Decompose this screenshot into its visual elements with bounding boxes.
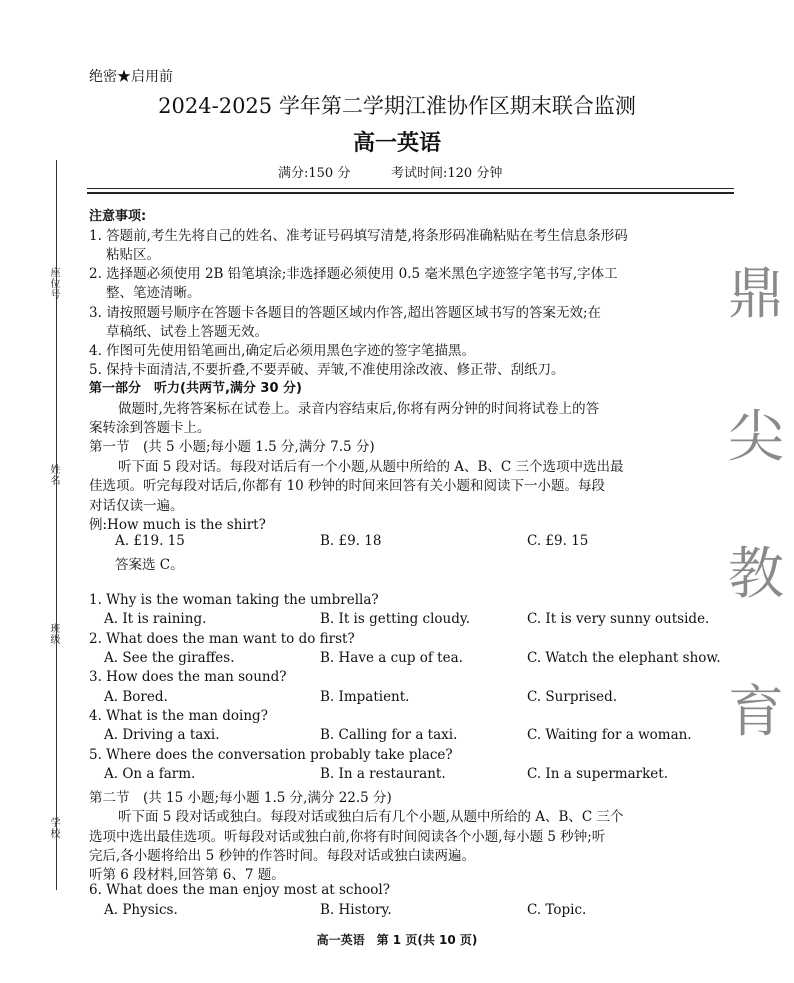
example-option-c: C. £9. 15 (527, 533, 589, 549)
section1-title: 第一节 (共 5 小题;每小题 1.5 分,满分 7.5 分) (89, 439, 375, 455)
watermark-char-3: 教 (728, 542, 784, 607)
part1-title: 第一部分 听力(共两节,满分 30 分) (89, 381, 302, 396)
question-1: 1. Why is the woman taking the umbrella? (89, 592, 379, 608)
example-option-b: B. £9. 18 (320, 533, 382, 549)
name-label: 姓名 (50, 465, 61, 487)
question-2: 2. What does the man want to do first? (89, 631, 355, 647)
watermark-char-1: 鼎 (728, 262, 784, 327)
question-1-option-c: C. It is very sunny outside. (527, 611, 710, 627)
question-6: 6. What does the man enjoy most at school? (89, 882, 390, 898)
section1-desc: 对话仅读一遍。 (89, 498, 184, 514)
question-4: 4. What is the man doing? (89, 708, 268, 724)
note-line: 草稿纸、试卷上答题无效。 (106, 324, 268, 340)
part1-intro: 做题时,先将答案标在试卷上。录音内容结束后,你将有两分钟的时间将试卷上的答 (118, 401, 600, 417)
note-line: 5. 保持卡面清洁,不要折叠,不要弄破、弄皱,不准使用涂改液、修正带、刮纸刀。 (89, 362, 565, 378)
question-5-option-b: B. In a restaurant. (320, 766, 446, 782)
subject-title: 高一英语 (352, 131, 441, 156)
example-answer: 答案选 C。 (115, 557, 184, 573)
section1-desc: 佳选项。听完每段对话后,你都有 10 秒钟的时间来回答有关小题和阅读下一小题。每段 (89, 478, 606, 494)
exam-title: 2024-2025 学年第二学期江淮协作区期末联合监测 (158, 94, 636, 118)
question-1-option-b: B. It is getting cloudy. (320, 611, 470, 627)
section2-title: 第二节 (共 15 小题;每小题 1.5 分,满分 22.5 分) (89, 790, 392, 806)
question-6-option-a: A. Physics. (104, 902, 178, 918)
note-line: 3. 请按照题号顺序在答题卡各题目的答题区域内作答,超出答题区域书写的答案无效;在 (89, 305, 602, 321)
question-2-option-b: B. Have a cup of tea. (320, 650, 463, 666)
question-6-option-c: C. Topic. (527, 902, 587, 918)
question-4-option-a: A. Driving a taxi. (104, 727, 220, 743)
question-3-option-a: A. Bored. (104, 689, 168, 705)
question-3: 3. How does the man sound? (89, 669, 287, 685)
seat-number-label: 座位号 (50, 268, 61, 301)
question-5: 5. Where does the conversation probably take place? (89, 747, 453, 763)
part1-intro: 案转涂到答题卡上。 (89, 420, 211, 436)
question-2-option-a: A. See the giraffes. (104, 650, 235, 666)
question-2-option-c: C. Watch the elephant show. (527, 650, 721, 666)
class-label: 班级 (50, 624, 61, 646)
header-rule-top (87, 188, 734, 189)
note-line: 2. 选择题必须使用 2B 铅笔填涂;非选择题必须使用 0.5 毫米黑色字迹签字笔书写,字体工 (89, 266, 618, 282)
question-4-option-b: B. Calling for a taxi. (320, 727, 458, 743)
school-label: 学校 (50, 818, 61, 840)
question-5-option-a: A. On a farm. (104, 766, 196, 782)
question-5-option-c: C. In a supermarket. (527, 766, 668, 782)
question-3-option-c: C. Surprised. (527, 689, 618, 705)
note-line: 4. 作图可先使用铅笔画出,确定后必须用黑色字迹的签字笔描黑。 (89, 343, 475, 359)
full-score: 满分:150 分 (278, 166, 351, 181)
question-1-option-a: A. It is raining. (104, 611, 207, 627)
watermark-char-2: 尖 (728, 405, 784, 470)
material-6-heading: 听第 6 段材料,回答第 6、7 题。 (89, 867, 285, 883)
section1-desc: 听下面 5 段对话。每段对话后有一个小题,从题中所给的 A、B、C 三个选项中选出最 (118, 459, 624, 475)
page-footer: 高一英语 第 1 页(共 10 页) (316, 933, 478, 947)
watermark-char-4: 育 (728, 680, 784, 745)
question-3-option-b: B. Impatient. (320, 689, 410, 705)
header-rule-bottom (87, 192, 734, 194)
example-option-a: A. £19. 15 (115, 533, 185, 549)
notes-title: 注意事项: (89, 209, 147, 224)
note-line: 粘贴区。 (106, 247, 160, 263)
question-6-option-b: B. History. (320, 902, 392, 918)
confidential-mark: 绝密★启用前 (89, 69, 173, 85)
exam-time: 考试时间:120 分钟 (391, 166, 503, 181)
note-line: 1. 答题前,考生先将自己的姓名、准考证号码填写清楚,将条形码准确粘贴在考生信息条形码 (89, 228, 628, 244)
section2-desc: 完后,各小题将给出 5 秒钟的作答时间。每段对话或独白读两遍。 (89, 848, 475, 864)
question-4-option-c: C. Waiting for a woman. (527, 727, 692, 743)
section2-desc: 选项中选出最佳选项。听每段对话或独白前,你将有时间阅读各个小题,每小题 5 秒钟;听 (89, 829, 606, 845)
note-line: 整、笔迹清晰。 (106, 285, 201, 301)
example-question: 例:How much is the shirt? (89, 517, 266, 533)
section2-desc: 听下面 5 段对话或独白。每段对话或独白后有几个小题,从题中所给的 A、B、C 三个 (118, 809, 624, 825)
